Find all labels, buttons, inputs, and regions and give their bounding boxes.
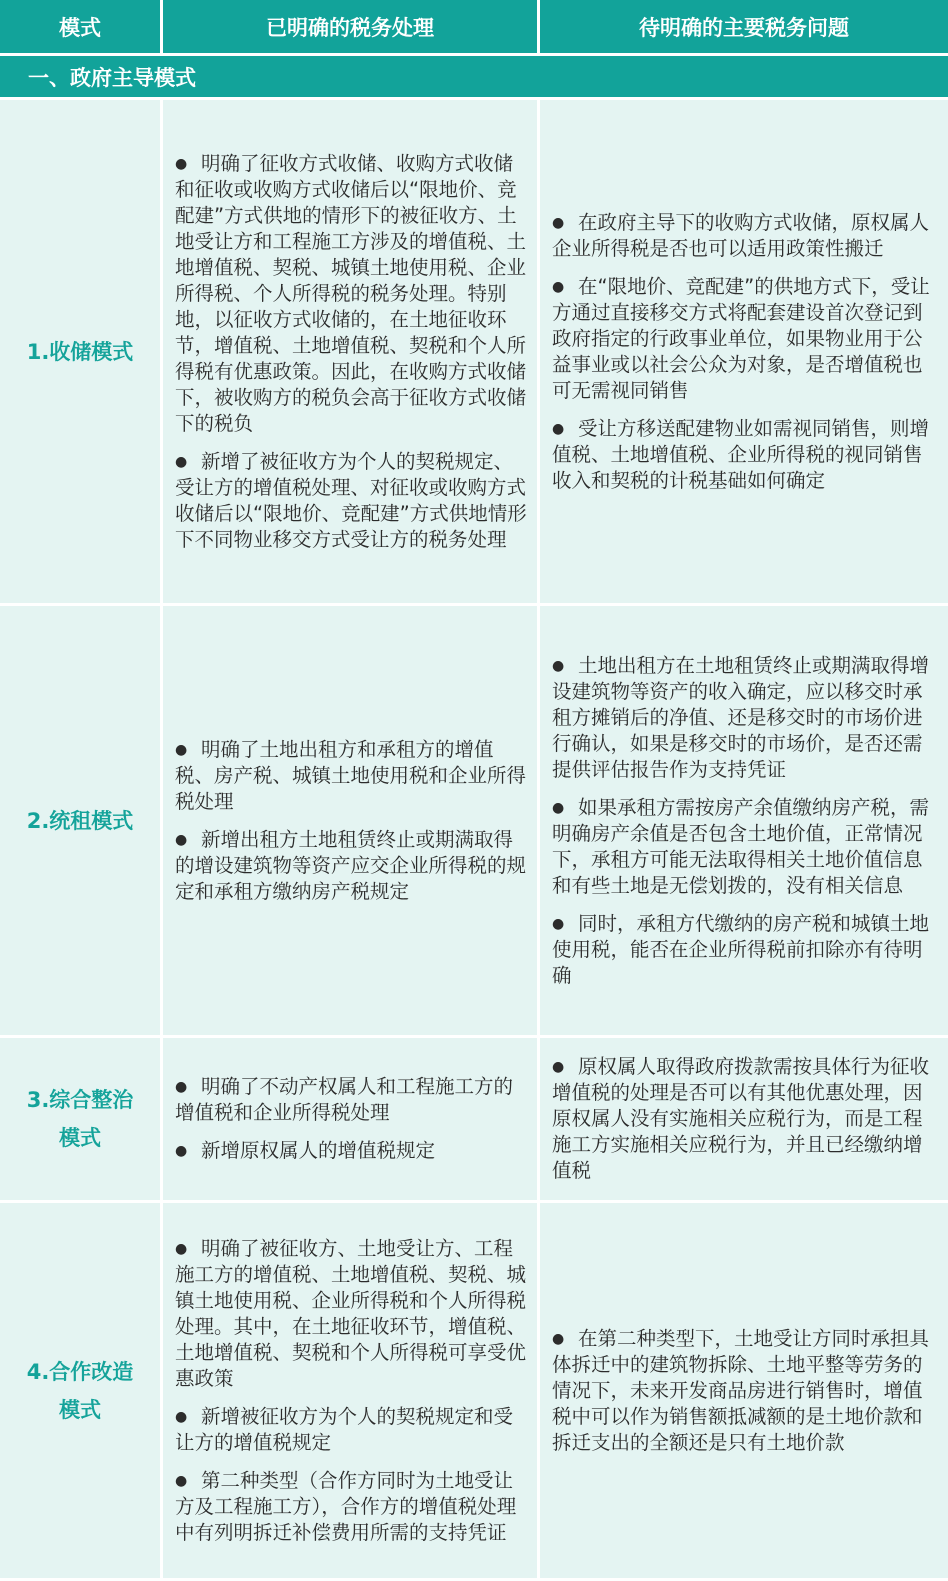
- list-item: ● 明确了征收方式收储、收购方式收储和征收或收购方式收储后以“限地价、竞配建”方式供地的情形下的被征收方、土地受让方和工程施工方涉及的增值税、土地增值税、契税、城镇土地使用税、企业所得税、个人所得税的税务处理。特别地，以征收方式收储的，在土地征收环节，增值税、土地增值税、契税和个人所得税有优惠政策。因此，在收购方式收储下，被收购方的税负会高于征收方式收储下的税负: [175, 151, 527, 435]
- mode-label: 4.合作改造模式: [26, 1359, 134, 1422]
- bullet-icon: ●: [552, 799, 565, 816]
- section-title: 一、政府主导模式: [0, 56, 948, 100]
- bullet-icon: ●: [175, 1240, 188, 1257]
- list-item: ● 明确了被征收方、土地受让方、工程施工方的增值税、土地增值税、契税、城镇土地使用税、企业所得税和个人所得税处理。其中，在土地征收环节，增值税、土地增值税、契税和个人所得税可享受优惠政策: [175, 1236, 527, 1390]
- header-clarified: 已明确的税务处理: [163, 0, 540, 56]
- bullet-icon: ●: [175, 453, 188, 470]
- list-item: ● 明确了土地出租方和承租方的增值税、房产税、城镇土地使用税和企业所得税处理: [175, 737, 527, 813]
- header-pending: 待明确的主要税务问题: [540, 0, 948, 56]
- list-item: ● 同时，承租方代缴纳的房产税和城镇土地使用税，能否在企业所得税前扣除亦有待明确: [552, 911, 930, 987]
- pending-cell: [540, 1038, 948, 1203]
- bullet-icon: ●: [552, 1059, 565, 1075]
- header-mode: 模式: [0, 0, 163, 56]
- bullet-icon: ●: [175, 1143, 188, 1159]
- bullet-icon: ●: [175, 1408, 188, 1425]
- list-item: ● 受让方移送配建物业如需视同销售，则增值税、土地增值税、企业所得税的视同销售收入和契税的计税基础如何确定: [552, 416, 930, 492]
- mode-label: 2.统租模式: [26, 808, 134, 833]
- bullet-icon: ●: [552, 278, 565, 295]
- pending-cell: [540, 1203, 948, 1581]
- bullet-icon: ●: [552, 657, 565, 674]
- mode-cell: [0, 606, 163, 1038]
- list-item: ● 新增被征收方为个人的契税规定和受让方的增值税规定: [175, 1404, 514, 1454]
- bullet-icon: ●: [175, 155, 188, 172]
- list-item: ● 在政府主导下的收购方式收储，原权属人企业所得税是否也可以适用政策性搬迁: [552, 210, 930, 260]
- list-item: ● 土地出租方在土地租赁终止或期满取得增设建筑物等资产的收入确定，应以移交时承租方摊销后的净值、还是移交时的市场价进行确认，如果是移交时的市场价，是否还需提供评估报告作为支持凭证: [552, 653, 930, 781]
- pending-cell: [540, 100, 948, 606]
- bullet-icon: ●: [552, 1330, 565, 1347]
- list-item: ● 新增了被征收方为个人的契税规定、受让方的增值税处理、对征收或收购方式收储后以“限地价、竞配建”方式供地情形下不同物业移交方式受让方的税务处理: [175, 449, 527, 551]
- bullet-icon: ●: [552, 420, 565, 437]
- bullet-icon: ●: [175, 741, 188, 758]
- clarified-cell: [163, 100, 540, 606]
- bullet-icon: ●: [175, 1079, 188, 1095]
- mode-cell: [0, 1203, 163, 1581]
- bullet-icon: ●: [175, 1472, 188, 1489]
- list-item: ● 如果承租方需按房产余值缴纳房产税，需明确房产余值是否包含土地价值，正常情况下，承租方可能无法取得相关土地价值信息和有些土地是无偿划拨的，没有相关信息: [552, 795, 930, 897]
- list-item: ● 新增原权属人的增值税规定: [175, 1139, 436, 1162]
- mode-cell: [0, 100, 163, 606]
- list-item: ● 新增出租方土地租赁终止或期满取得的增设建筑物等资产应交企业所得税的规定和承租方缴纳房产税规定: [175, 827, 527, 903]
- list-item: ● 明确了不动产权属人和工程施工方的增值税和企业所得税处理: [175, 1075, 514, 1124]
- bullet-icon: ●: [175, 831, 188, 848]
- mode-cell: [0, 1038, 163, 1203]
- pending-cell: [540, 606, 948, 1038]
- mode-label: 1.收储模式: [26, 339, 134, 364]
- clarified-cell: [163, 1203, 540, 1581]
- clarified-cell: [163, 1038, 540, 1203]
- list-item: ● 在“限地价、竞配建”的供地方式下，受让方通过直接移交方式将配套建设首次登记到政府指定的行政事业单位，如果物业用于公益事业或以社会公众为对象，是否增值税也可无需视同销售: [552, 274, 930, 402]
- list-item: ● 在第二种类型下，土地受让方同时承担具体拆迁中的建筑物拆除、土地平整等劳务的情况下，未来开发商品房进行销售时，增值税中可以作为销售额抵减额的是土地价款和拆迁支出的全额还是只有土地价款: [552, 1326, 930, 1454]
- bullet-icon: ●: [552, 915, 565, 932]
- list-item: ● 原权属人取得政府拨款需按具体行为征收增值税的处理是否可以有其他优惠处理，因原权属人没有实施相关应税行为，而是工程施工方实施相关应税行为，并且已经缴纳增值税: [552, 1055, 930, 1182]
- clarified-cell: [163, 606, 540, 1038]
- mode-label: 3.综合整治模式: [26, 1088, 134, 1150]
- bullet-icon: ●: [552, 214, 565, 231]
- list-item: ● 第二种类型（合作方同时为土地受让方及工程施工方），合作方的增值税处理中有列明拆迁补偿费用所需的支持凭证: [175, 1468, 517, 1544]
